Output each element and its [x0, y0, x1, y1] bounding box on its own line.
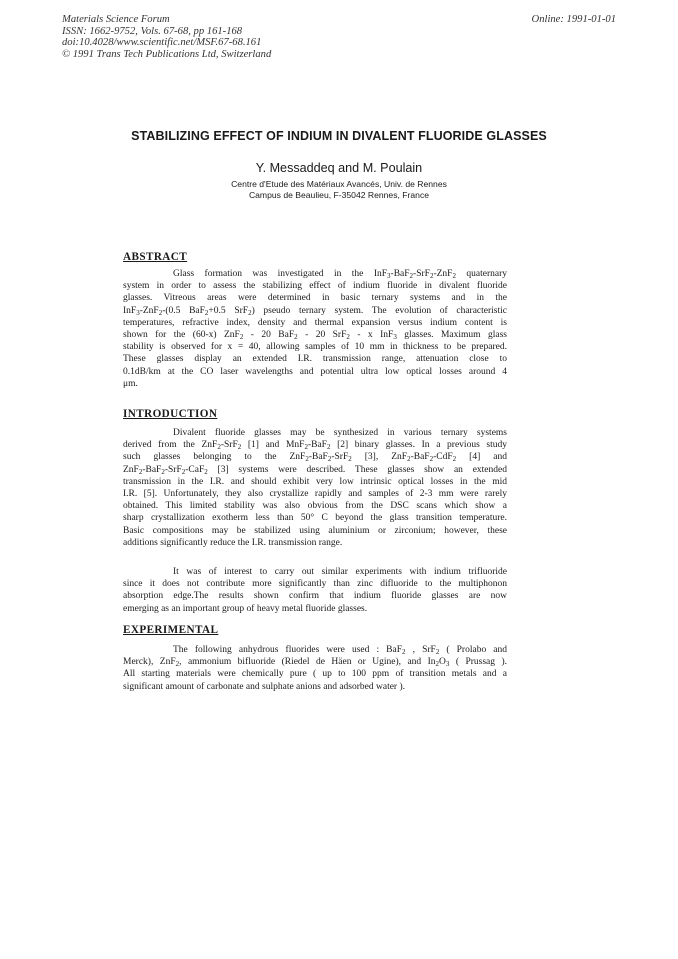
paragraph-line: such glasses belonging to the ZnF$_2$-BaF$_2$-SrF$_2$ [3], ZnF$_2$-BaF$_2$-CdF$_2$ [4] and — [123, 452, 508, 464]
introduction-heading: INTRODUCTION — [123, 408, 218, 420]
paragraph-line: These glasses display an extended I.R. transmission range, attenuation close to — [123, 354, 507, 365]
paragraph-line: transmission in the I.R. and should exhibit very low intrinsic optical losses in the mid — [123, 476, 507, 487]
journal-header — [62, 14, 271, 60]
issn-line: ISSN: 1662-9752, Vols. 67-68, pp 161-168 — [62, 25, 243, 37]
paragraph-line: ZnF$_2$-BaF$_2$-SrF$_2$-CaF$_2$ [3] systems were described. These glasses show an extended — [123, 464, 507, 476]
paragraph-line: shown for the (60-x) ZnF$_2$ - 20 BaF$_2$ - 20 SrF$_2$ - x InF$_3$ glasses. Maximum glass — [123, 330, 507, 342]
journal-name: Materials Science Forum — [62, 14, 170, 25]
experimental-paragraph — [123, 644, 507, 693]
paragraph-line: The following anhydrous fluorides were used : BaF$_2$ , SrF$_2$ ( Prolabo and — [173, 645, 508, 656]
paragraph-line: 0.1dB/km at the CO laser wavelengths and potential ultra low optical losses around 4 — [123, 366, 507, 377]
paragraph-line: temperatures, refractive index, density and thermal expansion versus indium content is — [123, 317, 507, 328]
abstract-paragraph — [123, 268, 507, 390]
paragraph-line: since it does not contribute more significantly than zinc difluoride to the multiphonon — [123, 579, 507, 590]
paper-authors: Y. Messaddeq and M. Poulain — [255, 161, 423, 175]
paragraph-line: μm. — [123, 378, 138, 389]
affiliation-line-1: Centre d'Etude des Matériaux Avancés, Univ. de Rennes — [231, 179, 447, 189]
abstract-heading: ABSTRACT — [123, 251, 188, 263]
paragraph-line: Basic compositions may be stabilized using aluminium or zirconium; however, these — [123, 525, 507, 536]
paragraph-line: Divalent fluoride glasses may be synthesized in various ternary systems — [173, 428, 507, 438]
paragraph-line: I.R. [5]. Unfortunately, they also crystallize rapidly and samples of 2-3 mm were rarely — [123, 489, 507, 500]
doi-line: doi:10.4028/www.scientific.net/MSF.67-68.161 — [62, 37, 262, 49]
paragraph-line: emerging as an important group of heavy metal fluoride glasses. — [123, 603, 368, 614]
affiliation-line-2: Campus de Beaulieu, F-35042 Rennes, France — [248, 190, 430, 201]
paragraph-line: additions significantly reduce the I.R. transmission range. — [123, 537, 343, 548]
paragraph-line: stability is observed for x = 40, allowing samples of 10 mm in thickness to be prepared. — [123, 342, 507, 353]
paragraph-line: significant amount of carbonate and sulphate anions and adsorbed water ). — [123, 681, 406, 692]
introduction-paragraph-2 — [123, 566, 507, 615]
paragraph-line: Merck), ZnF$_2$, ammonium bifluoride (Riedel de Häen or Ugine), and $In_2O_3$ ( Prussag ). — [123, 657, 508, 669]
paragraph-line: InF$_3$-ZnF$_2$-(0.5 BaF$_2$+0.5 SrF$_2$) pseudo ternary system. The evolution of characteristic — [123, 305, 507, 317]
online-date: Online: 1991-01-01 — [531, 14, 616, 25]
paragraph-line: It was of interest to carry out similar experiments with indium trifluoride — [173, 567, 507, 577]
experimental-heading: EXPERIMENTAL — [123, 624, 219, 636]
paragraph-line: system in order to assess the stabilizing effect of indium fluoride in divalent fluoride — [123, 281, 507, 292]
paragraph-line: Glass formation was investigated in the InF$_3$-BaF$_2$-SrF$_2$-ZnF$_2$ quaternary — [173, 269, 507, 280]
copyright-line: © 1991 Trans Tech Publications Ltd, Switzerland — [62, 48, 272, 60]
affiliation — [0, 179, 678, 202]
introduction-paragraph-1 — [123, 427, 507, 549]
paragraph-line: glasses. Vitreous areas were determined in basic ternary systems and in the — [123, 293, 507, 304]
paragraph-line: absorption edge.The results shown confirm that indium fluoride glasses are now — [123, 591, 507, 602]
paragraph-line: derived from the ZnF$_2$-SrF$_2$ [1] and MnF$_2$-BaF$_2$ [2] binary glasses. In a previous study — [123, 440, 507, 452]
paragraph-line: All starting materials were chemically pure ( up to 100 ppm of transition metals and a — [123, 669, 507, 680]
paragraph-line: sharp crystallization exotherm less than 50° C beyond the glass transition temperature. — [123, 513, 507, 524]
paragraph-line: obtained. This limited stability was also obvious from the DSC scans which show a — [123, 501, 507, 512]
paper-title: STABILIZING EFFECT OF INDIUM IN DIVALENT FLUORIDE GLASSES — [131, 129, 547, 143]
